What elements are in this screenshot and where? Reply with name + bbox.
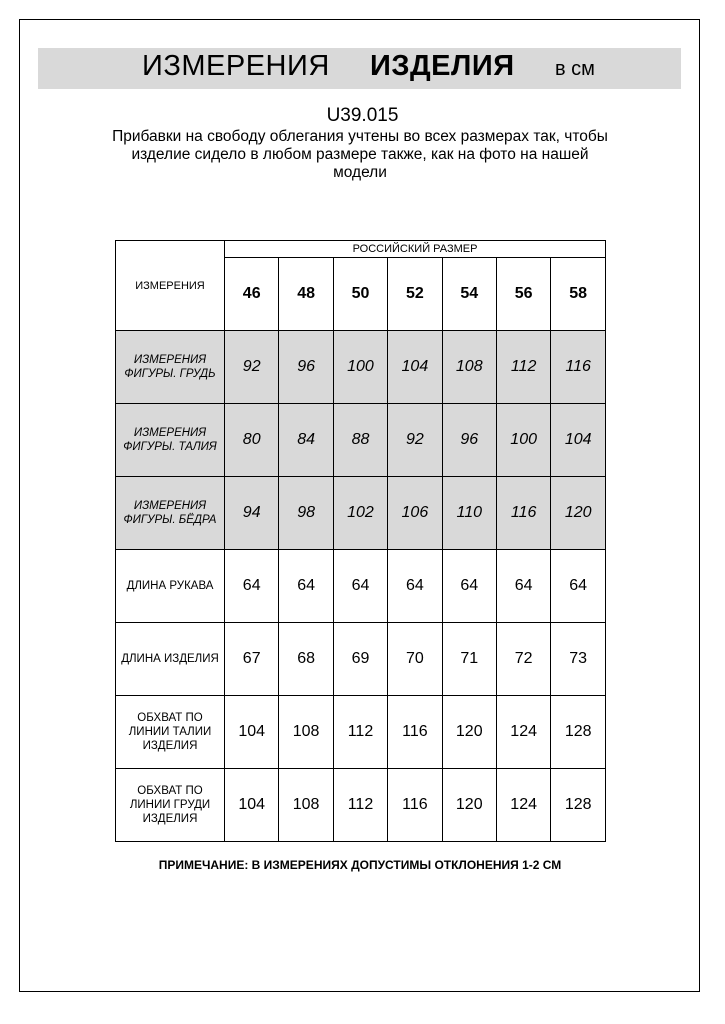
table-row bbox=[116, 331, 606, 404]
table-cell: 100 bbox=[496, 404, 550, 477]
table-cell: 70 bbox=[388, 623, 442, 696]
intro-text: Прибавки на свободу облегания учтены во всех размерах так, чтобы изделие сидело в любом размере также, как на фото на нашей модели bbox=[112, 128, 608, 181]
table-cell: 88 bbox=[333, 404, 387, 477]
product-code: U39.015 bbox=[326, 105, 399, 126]
table-cell: 64 bbox=[496, 550, 550, 623]
title-unit: в см bbox=[555, 58, 595, 80]
table-cell: 72 bbox=[496, 623, 550, 696]
table-cell: 92 bbox=[388, 404, 442, 477]
table-cell: 120 bbox=[442, 769, 496, 842]
row-label: ИЗМЕРЕНИЯ ФИГУРЫ. ТАЛИЯ bbox=[116, 404, 225, 477]
table-cell: 80 bbox=[225, 404, 279, 477]
row-label: ИЗМЕРЕНИЯ ФИГУРЫ. ГРУДЬ bbox=[116, 331, 225, 404]
table-cell: 64 bbox=[551, 550, 606, 623]
corner-label: ИЗМЕРЕНИЯ bbox=[116, 241, 225, 331]
title-measurements: ИЗМЕРЕНИЯ bbox=[142, 50, 330, 82]
table-cell: 108 bbox=[279, 769, 333, 842]
table-row bbox=[116, 769, 606, 842]
table-cell: 73 bbox=[551, 623, 606, 696]
table-cell: 104 bbox=[225, 696, 279, 769]
table-cell: 96 bbox=[279, 331, 333, 404]
size-header: 58 bbox=[551, 258, 606, 331]
table-cell: 116 bbox=[551, 331, 606, 404]
size-header: 46 bbox=[225, 258, 279, 331]
size-table bbox=[115, 240, 606, 842]
size-header: 56 bbox=[496, 258, 550, 331]
table-cell: 64 bbox=[388, 550, 442, 623]
table-cell: 94 bbox=[225, 477, 279, 550]
table-cell: 112 bbox=[333, 769, 387, 842]
row-label: ИЗМЕРЕНИЯ ФИГУРЫ. БЁДРА bbox=[116, 477, 225, 550]
table-cell: 128 bbox=[551, 769, 606, 842]
table-cell: 92 bbox=[225, 331, 279, 404]
table-cell: 112 bbox=[496, 331, 550, 404]
table-row bbox=[116, 696, 606, 769]
size-header: 50 bbox=[333, 258, 387, 331]
table-row bbox=[116, 404, 606, 477]
table-cell: 96 bbox=[442, 404, 496, 477]
table-cell: 64 bbox=[442, 550, 496, 623]
table-cell: 104 bbox=[551, 404, 606, 477]
row-label: ДЛИНА ИЗДЕЛИЯ bbox=[116, 623, 225, 696]
table-cell: 68 bbox=[279, 623, 333, 696]
table-cell: 100 bbox=[333, 331, 387, 404]
table-cell: 108 bbox=[279, 696, 333, 769]
size-group-label: РОССИЙСКИЙ РАЗМЕР bbox=[225, 241, 606, 258]
table-row bbox=[116, 623, 606, 696]
table-cell: 116 bbox=[388, 696, 442, 769]
size-header: 52 bbox=[388, 258, 442, 331]
table-cell: 71 bbox=[442, 623, 496, 696]
table-cell: 104 bbox=[388, 331, 442, 404]
table-cell: 102 bbox=[333, 477, 387, 550]
table-cell: 116 bbox=[496, 477, 550, 550]
size-header: 48 bbox=[279, 258, 333, 331]
table-cell: 98 bbox=[279, 477, 333, 550]
row-label: ОБХВАТ ПО ЛИНИИ ТАЛИИ ИЗДЕЛИЯ bbox=[116, 696, 225, 769]
table-cell: 64 bbox=[333, 550, 387, 623]
table-cell: 64 bbox=[225, 550, 279, 623]
row-label: ДЛИНА РУКАВА bbox=[116, 550, 225, 623]
row-label: ОБХВАТ ПО ЛИНИИ ГРУДИ ИЗДЕЛИЯ bbox=[116, 769, 225, 842]
table-cell: 106 bbox=[388, 477, 442, 550]
table-cell: 124 bbox=[496, 769, 550, 842]
table-cell: 64 bbox=[279, 550, 333, 623]
title-garment: ИЗДЕЛИЯ bbox=[370, 50, 515, 82]
table-cell: 67 bbox=[225, 623, 279, 696]
table-cell: 116 bbox=[388, 769, 442, 842]
table-cell: 108 bbox=[442, 331, 496, 404]
table-cell: 124 bbox=[496, 696, 550, 769]
table-cell: 69 bbox=[333, 623, 387, 696]
table-cell: 128 bbox=[551, 696, 606, 769]
table-cell: 104 bbox=[225, 769, 279, 842]
size-header: 54 bbox=[442, 258, 496, 331]
table-row bbox=[116, 477, 606, 550]
table-cell: 84 bbox=[279, 404, 333, 477]
table-cell: 120 bbox=[442, 696, 496, 769]
table-row bbox=[116, 550, 606, 623]
table-cell: 112 bbox=[333, 696, 387, 769]
table-cell: 120 bbox=[551, 477, 606, 550]
table-cell: 110 bbox=[442, 477, 496, 550]
footnote: ПРИМЕЧАНИЕ: В ИЗМЕРЕНИЯХ ДОПУСТИМЫ ОТКЛОНЕНИЯ 1-2 СМ bbox=[158, 858, 562, 872]
